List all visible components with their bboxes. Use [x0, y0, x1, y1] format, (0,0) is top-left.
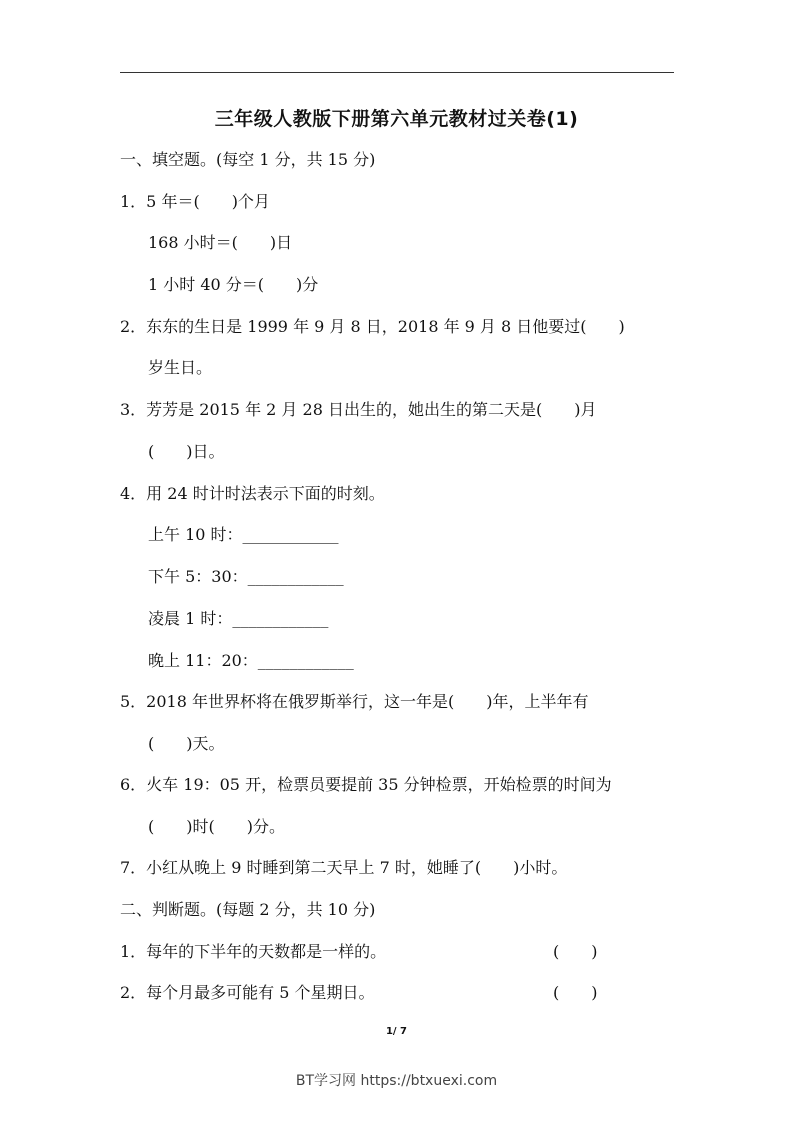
judge-item-2: 2．每个月最多可能有 5 个星期日。 — [120, 983, 375, 1002]
q4-item1: 上午 10 时：____________ — [148, 525, 339, 544]
section2-heading: 二、判断题。(每题 2 分，共 10 分) — [120, 900, 376, 919]
page-number: 1/ 7 — [385, 1026, 408, 1037]
q4-item3: 凌晨 1 时：____________ — [148, 609, 329, 628]
q2-line1: 2．东东的生日是 1999 年 9 月 8 日，2018 年 9 月 8 日他要过( ) — [120, 317, 625, 336]
q4-item4: 晚上 11：20：____________ — [148, 651, 354, 670]
judge-answer-paren-1: ( ) — [553, 942, 598, 961]
q4-item2: 下午 5：30：____________ — [148, 567, 344, 586]
q2-line2: 岁生日。 — [148, 358, 213, 377]
header-rule — [120, 72, 674, 73]
q5-line1: 5．2018 年世界杯将在俄罗斯举行，这一年是( )年，上半年有 — [120, 692, 589, 711]
site-footer: BT学习网 https://btxuexi.com — [295, 1073, 498, 1089]
q1-line2: 168 小时＝( )日 — [148, 233, 293, 252]
q6-line1: 6．火车 19：05 开，检票员要提前 35 分钟检票，开始检票的时间为 — [120, 775, 612, 794]
q1-line3: 1 小时 40 分＝( )分 — [148, 275, 319, 294]
q3-line1: 3．芳芳是 2015 年 2 月 28 日出生的，她出生的第二天是( )月 — [120, 400, 597, 419]
judge-answer-paren-2: ( ) — [553, 983, 598, 1002]
q1-line1: 1．5 年＝( )个月 — [120, 192, 270, 211]
page-title: 三年级人教版下册第六单元教材过关卷(1) — [214, 108, 579, 130]
q6-line2: ( )时( )分。 — [148, 817, 285, 836]
judge-item-1: 1．每年的下半年的天数都是一样的。 — [120, 942, 387, 961]
section1-heading: 一、填空题。(每空 1 分，共 15 分) — [120, 150, 376, 169]
q7-line1: 7．小红从晚上 9 时睡到第二天早上 7 时，她睡了( )小时。 — [120, 858, 568, 877]
q4-line1: 4．用 24 时计时法表示下面的时刻。 — [120, 484, 385, 503]
q3-line2: ( )日。 — [148, 442, 225, 461]
q5-line2: ( )天。 — [148, 734, 225, 753]
